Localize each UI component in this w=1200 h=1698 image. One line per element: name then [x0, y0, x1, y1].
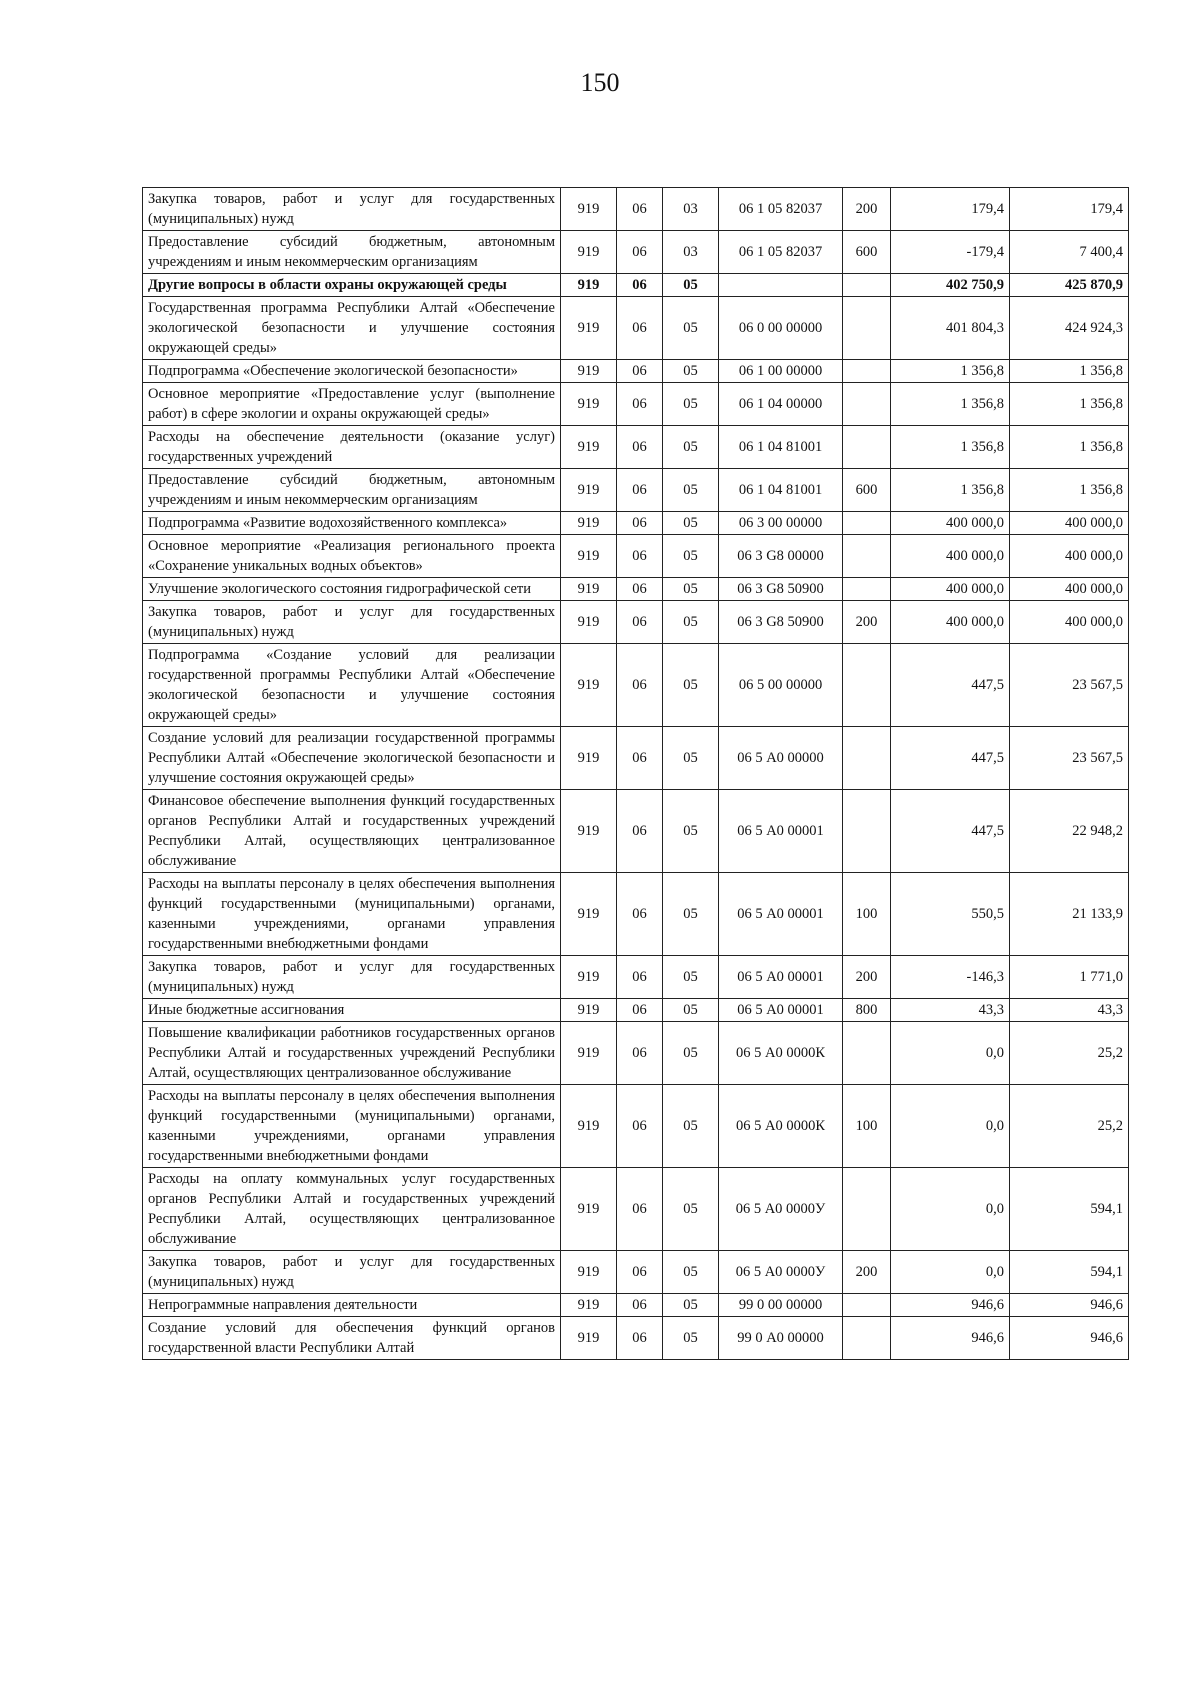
row-name-cell: Другие вопросы в области охраны окружающей среды: [143, 274, 561, 297]
table-row: [143, 426, 1129, 469]
subsection-code-cell: 05: [663, 1317, 719, 1360]
subsection-code-cell: 05: [663, 1294, 719, 1317]
expense-type-cell: [843, 360, 891, 383]
table-row: [143, 231, 1129, 274]
expense-type-cell: [843, 535, 891, 578]
ministry-code-cell: 919: [561, 535, 617, 578]
row-name-cell: Закупка товаров, работ и услуг для государственных (муниципальных) нужд: [143, 601, 561, 644]
ministry-code-cell: 919: [561, 1251, 617, 1294]
expense-type-cell: [843, 644, 891, 727]
amount-1-cell: 447,5: [891, 644, 1010, 727]
table-row: [143, 1251, 1129, 1294]
amount-2-cell: 946,6: [1010, 1317, 1129, 1360]
expense-type-cell: [843, 727, 891, 790]
subsection-code-cell: 05: [663, 274, 719, 297]
amount-1-cell: 401 804,3: [891, 297, 1010, 360]
row-name-cell: Создание условий для реализации государственной программы Республики Алтай «Обеспечение экологической безопасности и улучшение состояния окружающей среды»: [143, 727, 561, 790]
table-row: [143, 535, 1129, 578]
subsection-code-cell: 05: [663, 644, 719, 727]
subsection-code-cell: 05: [663, 297, 719, 360]
section-code-cell: 06: [617, 469, 663, 512]
target-article-cell: 06 1 05 82037: [719, 231, 843, 274]
table-row: [143, 578, 1129, 601]
table-row: [143, 1317, 1129, 1360]
amount-2-cell: 179,4: [1010, 188, 1129, 231]
amount-2-cell: 43,3: [1010, 999, 1129, 1022]
amount-1-cell: 0,0: [891, 1251, 1010, 1294]
row-name-cell: Расходы на оплату коммунальных услуг государственных органов Республики Алтай и государственных учреждений Республики Алтай, осуществляющих централизованное обслуживание: [143, 1168, 561, 1251]
amount-2-cell: 1 356,8: [1010, 469, 1129, 512]
target-article-cell: 06 1 04 81001: [719, 469, 843, 512]
amount-1-cell: 447,5: [891, 727, 1010, 790]
ministry-code-cell: 919: [561, 231, 617, 274]
section-code-cell: 06: [617, 1022, 663, 1085]
expense-type-cell: 600: [843, 469, 891, 512]
expense-type-cell: 200: [843, 601, 891, 644]
ministry-code-cell: 919: [561, 873, 617, 956]
ministry-code-cell: 919: [561, 790, 617, 873]
subsection-code-cell: 05: [663, 426, 719, 469]
amount-1-cell: 0,0: [891, 1085, 1010, 1168]
row-name-cell: Закупка товаров, работ и услуг для государственных (муниципальных) нужд: [143, 188, 561, 231]
table-row: [143, 601, 1129, 644]
section-code-cell: 06: [617, 274, 663, 297]
subsection-code-cell: 03: [663, 231, 719, 274]
target-article-cell: 06 5 А0 0000К: [719, 1085, 843, 1168]
amount-2-cell: 946,6: [1010, 1294, 1129, 1317]
section-code-cell: 06: [617, 790, 663, 873]
section-code-cell: 06: [617, 644, 663, 727]
amount-2-cell: 594,1: [1010, 1251, 1129, 1294]
row-name-cell: Основное мероприятие «Предоставление услуг (выполнение работ) в сфере экологии и охраны окружающей среды»: [143, 383, 561, 426]
amount-1-cell: 0,0: [891, 1168, 1010, 1251]
target-article-cell: 06 5 А0 00000: [719, 727, 843, 790]
target-article-cell: 99 0 А0 00000: [719, 1317, 843, 1360]
ministry-code-cell: 919: [561, 1317, 617, 1360]
subsection-code-cell: 05: [663, 360, 719, 383]
page-number: 150: [580, 68, 620, 97]
section-code-cell: 06: [617, 383, 663, 426]
amount-2-cell: 400 000,0: [1010, 578, 1129, 601]
row-name-cell: Закупка товаров, работ и услуг для государственных (муниципальных) нужд: [143, 1251, 561, 1294]
table-row: [143, 469, 1129, 512]
target-article-cell: 06 5 А0 00001: [719, 999, 843, 1022]
expense-type-cell: [843, 512, 891, 535]
amount-2-cell: 25,2: [1010, 1022, 1129, 1085]
subsection-code-cell: 03: [663, 188, 719, 231]
amount-1-cell: -146,3: [891, 956, 1010, 999]
amount-1-cell: 447,5: [891, 790, 1010, 873]
table-row: [143, 1022, 1129, 1085]
ministry-code-cell: 919: [561, 188, 617, 231]
table-row: [143, 1085, 1129, 1168]
section-code-cell: 06: [617, 297, 663, 360]
amount-2-cell: 400 000,0: [1010, 601, 1129, 644]
amount-1-cell: 946,6: [891, 1294, 1010, 1317]
section-code-cell: 06: [617, 1317, 663, 1360]
row-name-cell: Государственная программа Республики Алтай «Обеспечение экологической безопасности и улучшение состояния окружающей среды»: [143, 297, 561, 360]
expense-type-cell: [843, 297, 891, 360]
table-row: [143, 1168, 1129, 1251]
row-name-cell: Расходы на выплаты персоналу в целях обеспечения выполнения функций государственными (муниципальными) органами, казенными учреждениями, органами управления государственными внебюджетными фондами: [143, 873, 561, 956]
ministry-code-cell: 919: [561, 383, 617, 426]
ministry-code-cell: 919: [561, 999, 617, 1022]
section-code-cell: 06: [617, 1251, 663, 1294]
target-article-cell: 06 5 00 00000: [719, 644, 843, 727]
amount-2-cell: 425 870,9: [1010, 274, 1129, 297]
section-code-cell: 06: [617, 956, 663, 999]
expense-type-cell: [843, 274, 891, 297]
table-row: [143, 727, 1129, 790]
section-code-cell: 06: [617, 578, 663, 601]
subsection-code-cell: 05: [663, 790, 719, 873]
table-row: [143, 383, 1129, 426]
target-article-cell: 06 5 А0 00001: [719, 790, 843, 873]
expense-type-cell: 100: [843, 1085, 891, 1168]
expense-type-cell: 200: [843, 956, 891, 999]
amount-1-cell: 179,4: [891, 188, 1010, 231]
target-article-cell: 06 1 00 00000: [719, 360, 843, 383]
section-code-cell: 06: [617, 999, 663, 1022]
subsection-code-cell: 05: [663, 873, 719, 956]
expense-type-cell: 100: [843, 873, 891, 956]
row-name-cell: Основное мероприятие «Реализация регионального проекта «Сохранение уникальных водных объектов»: [143, 535, 561, 578]
table-row: [143, 360, 1129, 383]
target-article-cell: 06 3 G8 50900: [719, 601, 843, 644]
target-article-cell: [719, 274, 843, 297]
expense-type-cell: [843, 1022, 891, 1085]
target-article-cell: 06 5 А0 0000У: [719, 1168, 843, 1251]
subsection-code-cell: 05: [663, 578, 719, 601]
budget-table: [142, 187, 1129, 1360]
table-row: [143, 274, 1129, 297]
amount-1-cell: 400 000,0: [891, 578, 1010, 601]
ministry-code-cell: 919: [561, 578, 617, 601]
ministry-code-cell: 919: [561, 1168, 617, 1251]
table-body: [143, 188, 1129, 1360]
section-code-cell: 06: [617, 601, 663, 644]
ministry-code-cell: 919: [561, 512, 617, 535]
amount-1-cell: 1 356,8: [891, 426, 1010, 469]
amount-2-cell: 1 356,8: [1010, 360, 1129, 383]
amount-2-cell: 400 000,0: [1010, 535, 1129, 578]
expense-type-cell: 200: [843, 1251, 891, 1294]
row-name-cell: Подпрограмма «Создание условий для реализации государственной программы Республики Алтай «Обеспечение экологической безопасности и улучшение состояния окружающей среды»: [143, 644, 561, 727]
amount-2-cell: 23 567,5: [1010, 644, 1129, 727]
target-article-cell: 06 5 А0 0000К: [719, 1022, 843, 1085]
section-code-cell: 06: [617, 873, 663, 956]
subsection-code-cell: 05: [663, 1085, 719, 1168]
subsection-code-cell: 05: [663, 727, 719, 790]
amount-2-cell: 424 924,3: [1010, 297, 1129, 360]
amount-2-cell: 7 400,4: [1010, 231, 1129, 274]
amount-1-cell: 1 356,8: [891, 360, 1010, 383]
row-name-cell: Непрограммные направления деятельности: [143, 1294, 561, 1317]
table-row: [143, 956, 1129, 999]
row-name-cell: Улучшение экологического состояния гидрографической сети: [143, 578, 561, 601]
target-article-cell: 06 3 00 00000: [719, 512, 843, 535]
row-name-cell: Повышение квалификации работников государственных органов Республики Алтай и государственных учреждений Республики Алтай, осуществляющих централизованное обслуживание: [143, 1022, 561, 1085]
expense-type-cell: [843, 1168, 891, 1251]
subsection-code-cell: 05: [663, 469, 719, 512]
table-row: [143, 999, 1129, 1022]
table-row: [143, 512, 1129, 535]
expense-type-cell: [843, 790, 891, 873]
amount-2-cell: 1 356,8: [1010, 426, 1129, 469]
subsection-code-cell: 05: [663, 1251, 719, 1294]
section-code-cell: 06: [617, 1294, 663, 1317]
subsection-code-cell: 05: [663, 512, 719, 535]
expense-type-cell: [843, 578, 891, 601]
amount-1-cell: 550,5: [891, 873, 1010, 956]
amount-1-cell: 946,6: [891, 1317, 1010, 1360]
table-row: [143, 1294, 1129, 1317]
row-name-cell: Расходы на выплаты персоналу в целях обеспечения выполнения функций государственными (муниципальными) органами, казенными учреждениями, органами управления государственными внебюджетными фондами: [143, 1085, 561, 1168]
subsection-code-cell: 05: [663, 999, 719, 1022]
target-article-cell: 06 1 04 81001: [719, 426, 843, 469]
expense-type-cell: [843, 383, 891, 426]
target-article-cell: 06 3 G8 50900: [719, 578, 843, 601]
expense-type-cell: 600: [843, 231, 891, 274]
amount-2-cell: 21 133,9: [1010, 873, 1129, 956]
row-name-cell: Подпрограмма «Обеспечение экологической безопасности»: [143, 360, 561, 383]
ministry-code-cell: 919: [561, 297, 617, 360]
ministry-code-cell: 919: [561, 727, 617, 790]
ministry-code-cell: 919: [561, 360, 617, 383]
row-name-cell: Создание условий для обеспечения функций органов государственной власти Республики Алтай: [143, 1317, 561, 1360]
row-name-cell: Закупка товаров, работ и услуг для государственных (муниципальных) нужд: [143, 956, 561, 999]
row-name-cell: Подпрограмма «Развитие водохозяйственного комплекса»: [143, 512, 561, 535]
row-name-cell: Предоставление субсидий бюджетным, автономным учреждениям и иным некоммерческим организациям: [143, 469, 561, 512]
target-article-cell: 06 5 А0 00001: [719, 873, 843, 956]
subsection-code-cell: 05: [663, 601, 719, 644]
expense-type-cell: [843, 1317, 891, 1360]
ministry-code-cell: 919: [561, 1294, 617, 1317]
row-name-cell: Финансовое обеспечение выполнения функций государственных органов Республики Алтай и государственных учреждений Республики Алтай, осуществляющих централизованное обслуживание: [143, 790, 561, 873]
expense-type-cell: [843, 426, 891, 469]
subsection-code-cell: 05: [663, 956, 719, 999]
amount-1-cell: 0,0: [891, 1022, 1010, 1085]
amount-2-cell: 400 000,0: [1010, 512, 1129, 535]
amount-2-cell: 23 567,5: [1010, 727, 1129, 790]
table-row: [143, 873, 1129, 956]
amount-2-cell: 594,1: [1010, 1168, 1129, 1251]
amount-1-cell: 43,3: [891, 999, 1010, 1022]
target-article-cell: 06 5 А0 0000У: [719, 1251, 843, 1294]
amount-1-cell: 400 000,0: [891, 535, 1010, 578]
amount-2-cell: 25,2: [1010, 1085, 1129, 1168]
expense-type-cell: 200: [843, 188, 891, 231]
section-code-cell: 06: [617, 1168, 663, 1251]
table-row: [143, 297, 1129, 360]
row-name-cell: Расходы на обеспечение деятельности (оказание услуг) государственных учреждений: [143, 426, 561, 469]
target-article-cell: 06 1 04 00000: [719, 383, 843, 426]
amount-1-cell: 1 356,8: [891, 383, 1010, 426]
target-article-cell: 99 0 00 00000: [719, 1294, 843, 1317]
amount-2-cell: 22 948,2: [1010, 790, 1129, 873]
ministry-code-cell: 919: [561, 644, 617, 727]
section-code-cell: 06: [617, 535, 663, 578]
target-article-cell: 06 5 А0 00001: [719, 956, 843, 999]
ministry-code-cell: 919: [561, 274, 617, 297]
table-row: [143, 188, 1129, 231]
amount-1-cell: -179,4: [891, 231, 1010, 274]
target-article-cell: 06 3 G8 00000: [719, 535, 843, 578]
subsection-code-cell: 05: [663, 1168, 719, 1251]
expense-type-cell: 800: [843, 999, 891, 1022]
subsection-code-cell: 05: [663, 383, 719, 426]
row-name-cell: Предоставление субсидий бюджетным, автономным учреждениям и иным некоммерческим организациям: [143, 231, 561, 274]
row-name-cell: Иные бюджетные ассигнования: [143, 999, 561, 1022]
section-code-cell: 06: [617, 512, 663, 535]
ministry-code-cell: 919: [561, 601, 617, 644]
section-code-cell: 06: [617, 360, 663, 383]
table-row: [143, 790, 1129, 873]
subsection-code-cell: 05: [663, 1022, 719, 1085]
ministry-code-cell: 919: [561, 469, 617, 512]
ministry-code-cell: 919: [561, 426, 617, 469]
amount-2-cell: 1 771,0: [1010, 956, 1129, 999]
target-article-cell: 06 0 00 00000: [719, 297, 843, 360]
amount-1-cell: 1 356,8: [891, 469, 1010, 512]
section-code-cell: 06: [617, 188, 663, 231]
target-article-cell: 06 1 05 82037: [719, 188, 843, 231]
section-code-cell: 06: [617, 727, 663, 790]
ministry-code-cell: 919: [561, 956, 617, 999]
amount-1-cell: 402 750,9: [891, 274, 1010, 297]
section-code-cell: 06: [617, 426, 663, 469]
amount-2-cell: 1 356,8: [1010, 383, 1129, 426]
amount-1-cell: 400 000,0: [891, 601, 1010, 644]
expense-type-cell: [843, 1294, 891, 1317]
subsection-code-cell: 05: [663, 535, 719, 578]
table-row: [143, 644, 1129, 727]
section-code-cell: 06: [617, 231, 663, 274]
section-code-cell: 06: [617, 1085, 663, 1168]
amount-1-cell: 400 000,0: [891, 512, 1010, 535]
ministry-code-cell: 919: [561, 1022, 617, 1085]
ministry-code-cell: 919: [561, 1085, 617, 1168]
